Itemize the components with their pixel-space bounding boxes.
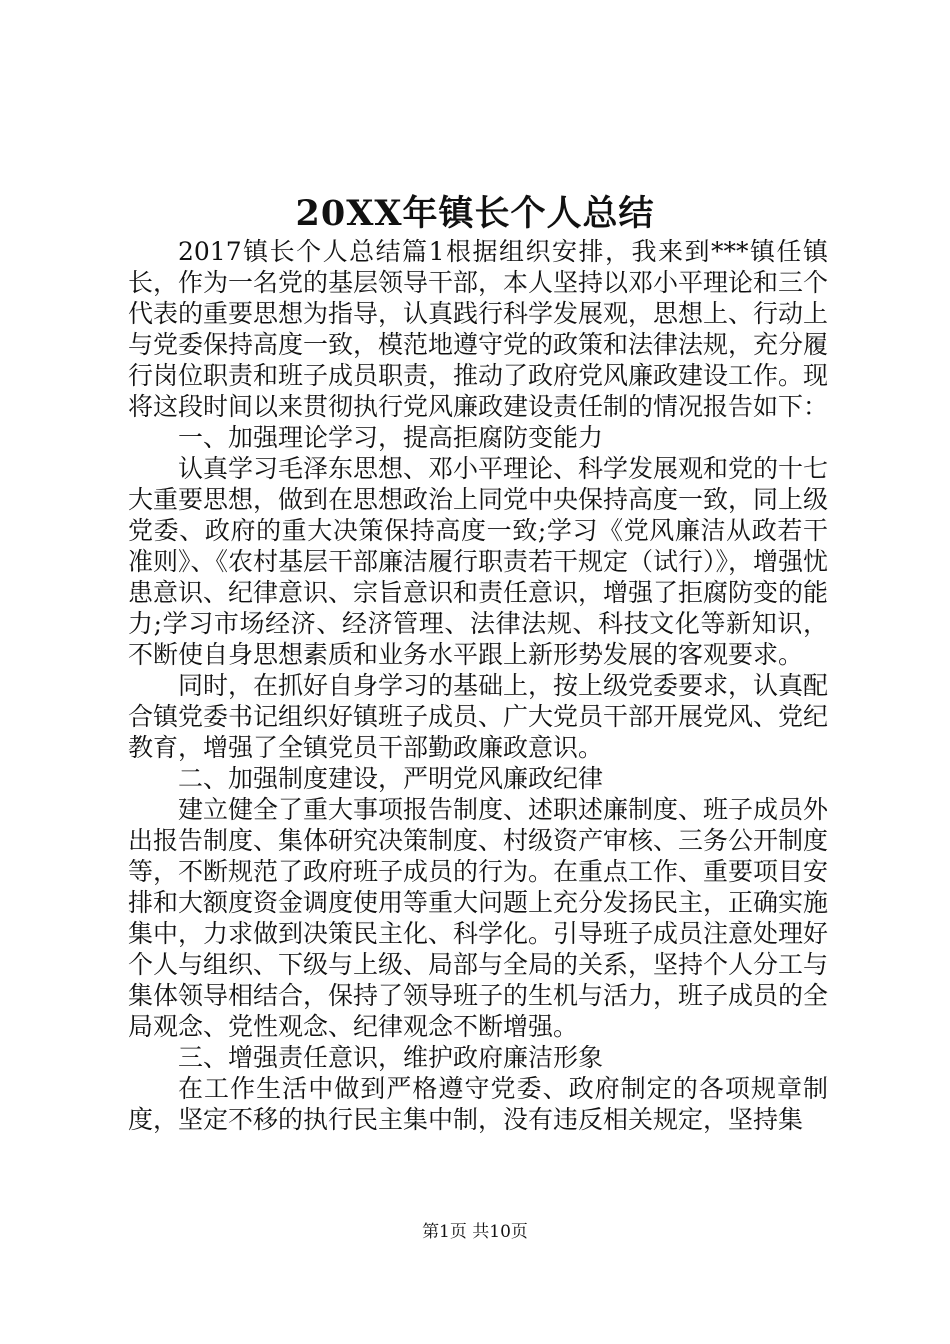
paragraph-responsibility: 在工作生活中做到严格遵守党委、政府制定的各项规章制度，坚定不移的执行民主集中制，没有违反相关规定，坚持集 [128,1074,828,1134]
document-title: 20XX年镇长个人总结 [295,193,655,234]
page-footer: 第1页 共10页 [422,1222,528,1242]
paragraph-system: 建立健全了重大事项报告制度、述职述廉制度、班子成员外出报告制度、集体研究决策制度、村级资产审核、三务公开制度等，不断规范了政府班子成员的行为。在重点工作、重要项目安排和大额度资金调度使用等重大问题上充分发扬民主，正确实施集中，力求做到决策民主化、科学化。引导班子成员注意处理好个人与组织、下级与上级、局部与全局的关系，坚持个人分工与集体领导相结合，保持了领导班子的生机与活力，班子成员的全局观念、党性观念、纪律观念不断增强。 [128,795,829,1041]
paragraph-intro: 2017镇长个人总结篇1根据组织安排，我来到***镇任镇长，作为一名党的基层领导干部，本人坚持以邓小平理论和三个代表的重要思想为指导，认真践行科学发展观，思想上、行动上与党委保持高度一致，模范地遵守党的政策和法律法规，充分履行岗位职责和班子成员职责，推动了政府党风廉政建设工作。现将这段时间以来贯彻执行党风廉政建设责任制的情况报告如下： [128,237,829,421]
section-heading-2: 二、加强制度建设，严明党风廉政纪律 [178,764,604,793]
section-heading-1: 一、加强理论学习，提高拒腐防变能力 [178,423,604,452]
document-body [128,236,828,1135]
section-heading-3: 三、增强责任意识，维护政府廉洁形象 [178,1043,604,1072]
paragraph-study: 认真学习毛泽东思想、邓小平理论、科学发展观和党的十七大重要思想，做到在思想政治上同党中央保持高度一致，同上级党委、政府的重大决策保持高度一致;学习《党风廉洁从政若干准则》、《农村基层干部廉洁履行职责若干规定（试行）》，增强忧患意识、纪律意识、宗旨意识和责任意识，增强了拒腐防变的能力;学习市场经济、经济管理、法律法规、科技文化等新知识，不断使自身思想素质和业务水平跟上新形势发展的客观要求。 [128,454,829,669]
paragraph-cooperate: 同时，在抓好自身学习的基础上，按上级党委要求，认真配合镇党委书记组织好镇班子成员、广大党员干部开展党风、党纪教育，增强了全镇党员干部勤政廉政意识。 [128,671,829,762]
